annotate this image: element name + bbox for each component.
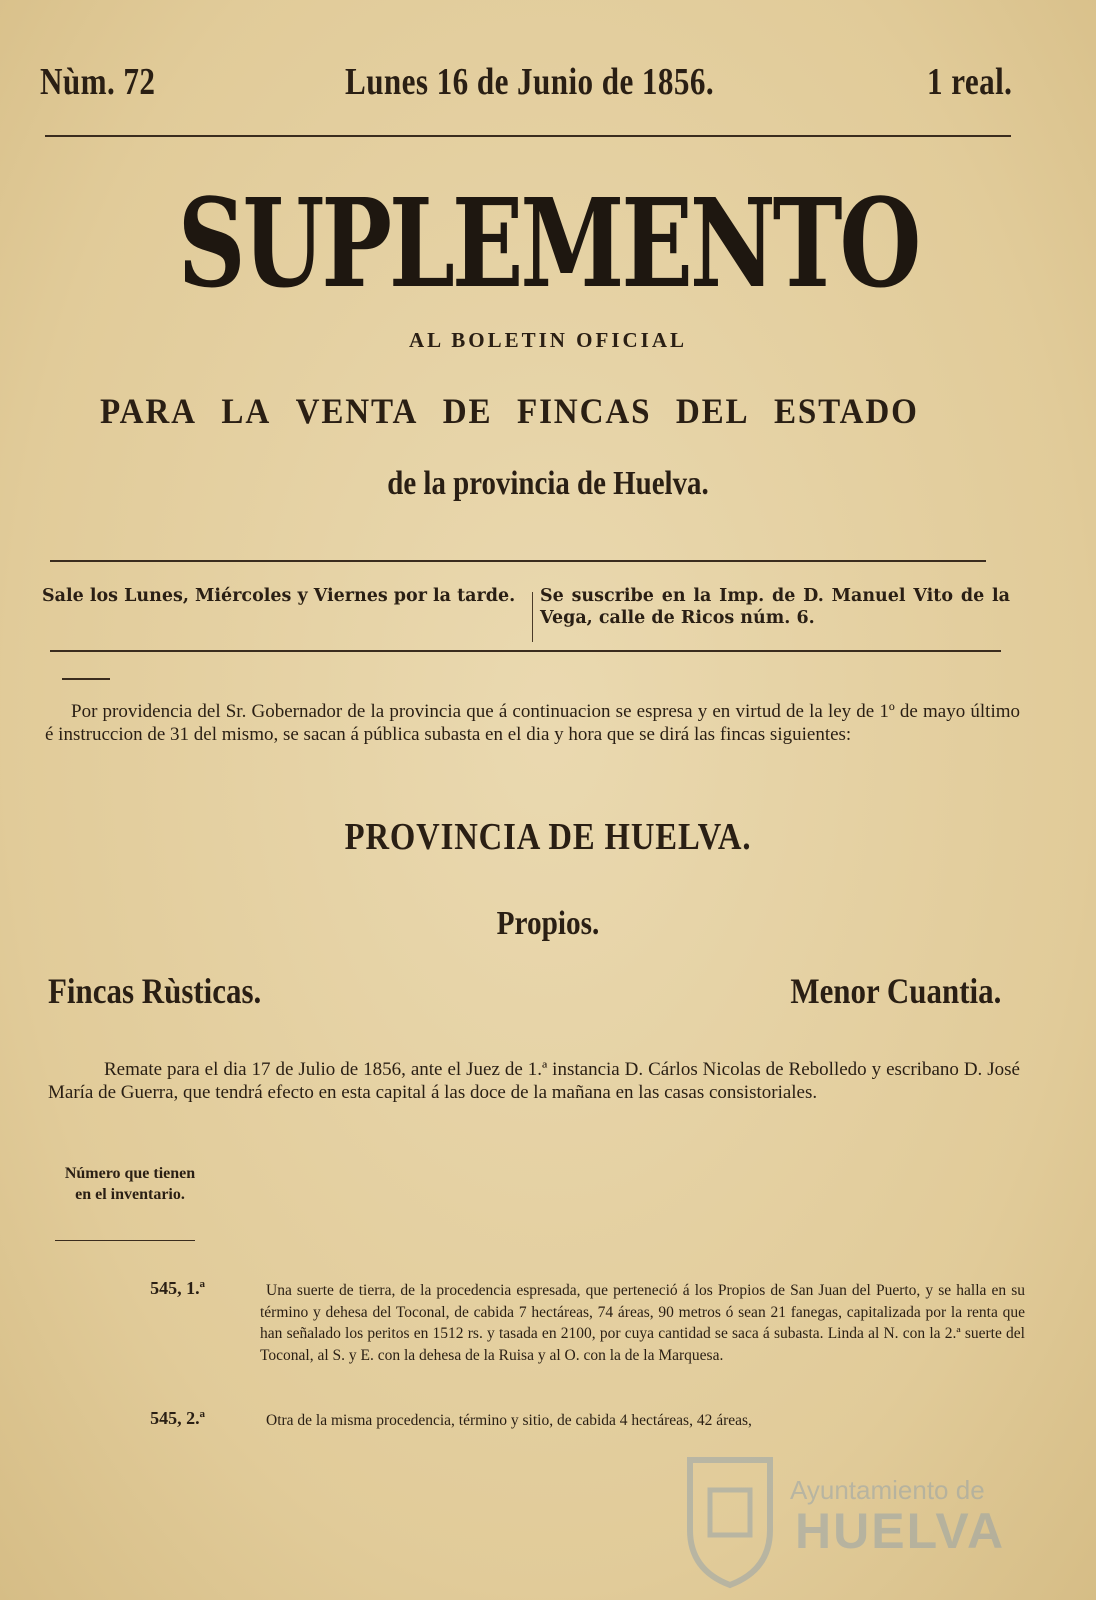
publication-subscription: Se suscribe en la Imp. de D. Manuel Vito de la Vega, calle de Ricos núm. 6. [540, 586, 1010, 628]
entry-number: 545, 1.ª [150, 1278, 205, 1298]
issue-price: 1 real. [926, 61, 1013, 103]
entry-text: Una suerte de tierra, de la procedencia espresada, que perteneció á los Propios de San Juan del Puerto, y se halla en su término y dehesa del Toconal, de cabida 7 hectáreas, 74 áreas, 90 metros ó sean 21 fanegas, capitalizada por la renta que han señalado los peritos en 1512 rs. y tasada en 2100, por cuya cantidad se saca á subasta. Linda al N. con la 2.ª suerte del Toconal, al S. y E. con la dehesa de la Ruisa y al O. con la de la Marquesa. [260, 1282, 1025, 1364]
subtitle-word: DE [442, 391, 493, 431]
separator-dash [62, 678, 110, 680]
subtitle-word: LA [221, 391, 272, 431]
subtitle-word: DEL [675, 391, 750, 431]
watermark-line2: HUELVA [795, 1503, 1006, 1559]
publication-schedule: Sale los Lunes, Miércoles y Viernes por la tarde. [42, 586, 516, 606]
watermark-logo [680, 1440, 1020, 1590]
subtitle-provincia: de la provincia de Huelva. [387, 465, 709, 502]
publication-rule-bottom [50, 650, 1001, 652]
masthead-rule [45, 135, 1011, 137]
entry-text: Otra de la misma procedencia, término y sitio, de cabida 4 hectáreas, 42 áreas, [266, 1412, 752, 1429]
main-title: SUPLEMENTO [177, 171, 919, 315]
section-left-heading: Fincas Rùsticas. [48, 971, 262, 1011]
subtitle-word: ESTADO [773, 391, 919, 431]
shield-icon [680, 1440, 780, 1590]
inventory-column-header: Número que tienen en el inventario. [64, 1165, 196, 1203]
issue-date: Lunes 16 de Junio de 1856. [345, 61, 715, 103]
watermark-line1: Ayuntamiento de [790, 1475, 985, 1505]
intro-paragraph: Por providencia del Sr. Gobernador de la provincia que á continuacion se espresa y en virtud de la ley de 1º de mayo último é instruccion de 31 del mismo, se sacan á pública subasta en el dia y hora que se dirá las fincas siguientes: [45, 701, 1020, 745]
subtitle-word: FINCAS [517, 391, 652, 431]
publication-rule-top [50, 560, 986, 562]
remate-paragraph: Remate para el dia 17 de Julio de 1856, ante el Juez de 1.ª instancia D. Cárlos Nicolas de Rebolledo y escribano D. José María de Guerra, que tendrá efecto en esta capital á las doce de la mañana en las casas consistoriales. [48, 1059, 1020, 1103]
masthead [40, 60, 1013, 110]
entry-number: 545, 2.ª [150, 1408, 205, 1428]
publication-divider [532, 592, 533, 642]
section-subtitle: Propios. [496, 905, 600, 942]
section-title: PROVINCIA DE HUELVA. [344, 816, 752, 858]
subtitle-venta [100, 390, 919, 432]
subtitle-word: PARA [100, 391, 197, 431]
section-right-heading: Menor Cuantia. [790, 971, 1001, 1011]
subtitle-boletin: AL BOLETIN OFICIAL [408, 328, 688, 352]
subtitle-word: VENTA [295, 391, 419, 431]
inventory-column-rule [55, 1240, 195, 1241]
issue-number: Nùm. 72 [40, 61, 156, 103]
